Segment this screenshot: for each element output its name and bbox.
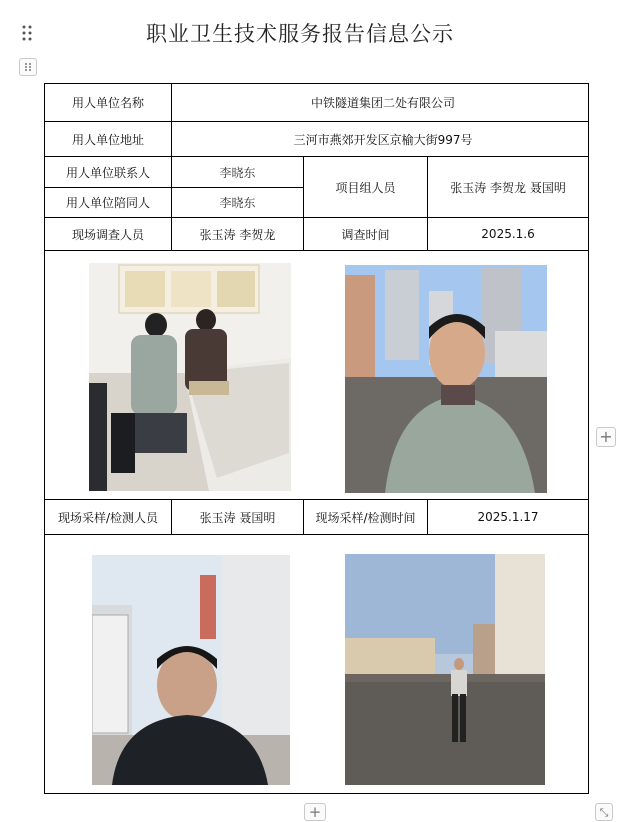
unit-name-value: 中铁隧道集团二处有限公司: [172, 84, 589, 122]
sampling-time-label: 现场采样/检测时间: [304, 500, 428, 535]
report-table: [44, 83, 589, 794]
drag-handle-icon[interactable]: [20, 24, 34, 42]
table-row: [45, 251, 589, 500]
add-column-button[interactable]: [596, 427, 616, 447]
survey-time-label: 调查时间: [304, 218, 428, 251]
sampling-photo-selfie: [92, 555, 290, 785]
plus-icon: +: [308, 802, 322, 821]
survey-photo-office: [89, 263, 291, 491]
add-row-button[interactable]: [304, 803, 326, 821]
plus-icon: +: [599, 427, 613, 446]
survey-staff-value: 张玉涛 李贺龙: [172, 218, 304, 251]
contact-value: 李晓东: [172, 157, 304, 188]
page-title: 职业卫生技术服务报告信息公示: [146, 22, 454, 46]
table-row: [45, 218, 589, 251]
unit-name-label: 用人单位名称: [45, 84, 172, 122]
accompany-label: 用人单位陪同人: [45, 188, 172, 218]
accompany-value: 李晓东: [172, 188, 304, 218]
sampling-staff-label: 现场采样/检测人员: [45, 500, 172, 535]
table-row: [45, 500, 589, 535]
sampling-photos-cell: [45, 535, 589, 794]
table-row: [45, 535, 589, 794]
sampling-time-value: 2025.1.17: [428, 500, 589, 535]
block-handle-icon[interactable]: [19, 58, 37, 76]
table-row: [45, 122, 589, 157]
table-row: [45, 157, 589, 188]
survey-time-value: 2025.1.6: [428, 218, 589, 251]
survey-staff-label: 现场调查人员: [45, 218, 172, 251]
contact-label: 用人单位联系人: [45, 157, 172, 188]
survey-photos-cell: [45, 251, 589, 500]
unit-address-value: 三河市燕郊开发区京榆大街997号: [172, 122, 589, 157]
survey-photo-selfie: [345, 265, 547, 493]
project-team-label: 项目组人员: [304, 157, 428, 218]
resize-icon: ⤡: [599, 805, 609, 819]
unit-address-label: 用人单位地址: [45, 122, 172, 157]
sampling-photo-street: [345, 554, 545, 785]
table-row: [45, 84, 589, 122]
resize-handle[interactable]: [595, 803, 613, 821]
sampling-staff-value: 张玉涛 聂国明: [172, 500, 304, 535]
project-team-value: 张玉涛 李贺龙 聂国明: [428, 157, 589, 218]
